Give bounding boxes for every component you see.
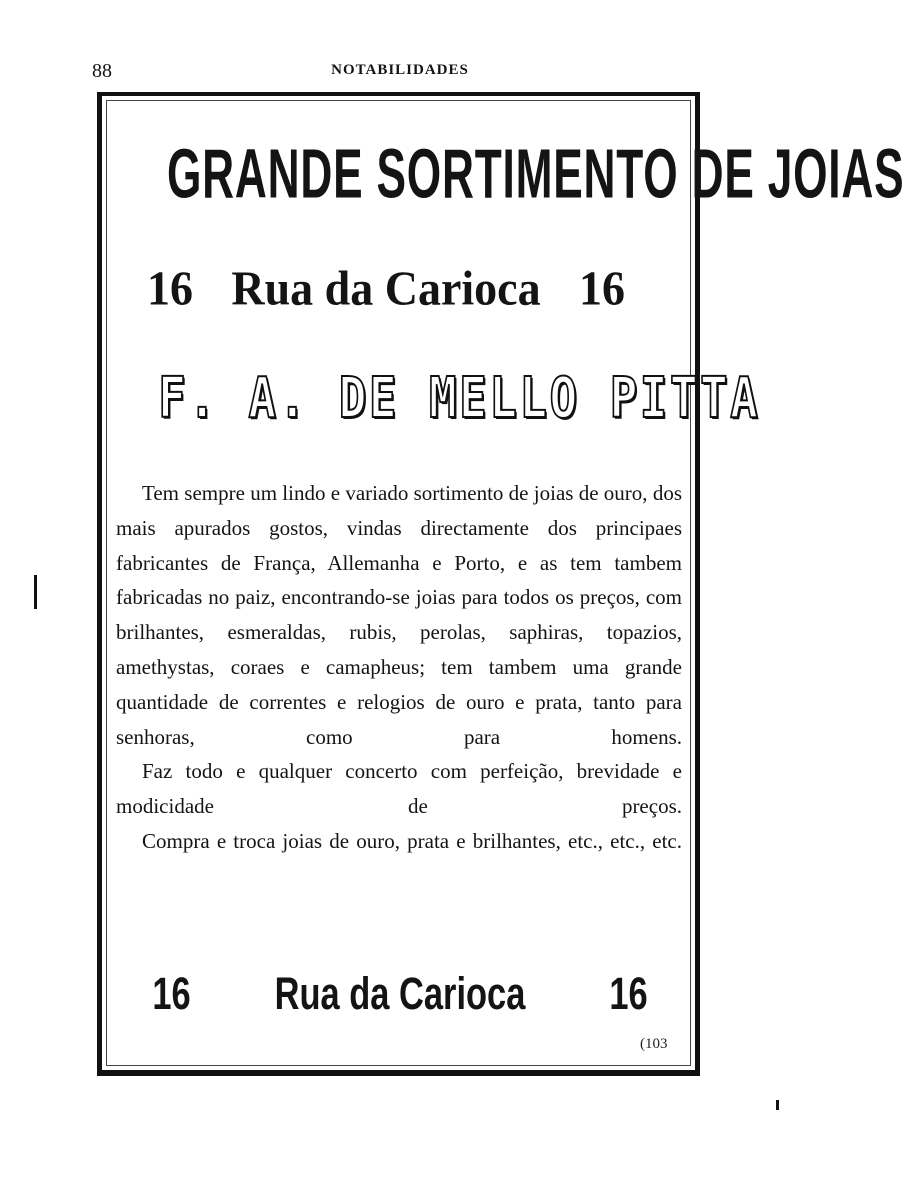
page-header — [0, 58, 800, 88]
body-paragraph: Tem sempre um lindo e variado sortimento de joias de ouro, dos mais apurados gostos, vindas directamente dos principaes fabricantes de França, Allemanha e Porto, e as tem tambem fabricadas no paiz, encontrando-se joias para todos os preços, com brilhantes, esmeraldas, rubis, perolas, saphiras, topazios, amethystas, coraes e camapheus; tem tambem uma grande quantidade de correntes e relogios de ouro e prata, tanto para senhoras, como para homens. — [116, 481, 682, 749]
margin-mark — [34, 575, 37, 609]
page-number: 88 — [92, 60, 112, 82]
street-name: Rua da Carioca — [274, 968, 526, 1019]
street-name: Rua da Carioca — [231, 261, 541, 315]
street-number-right: 16 — [579, 261, 625, 315]
street-number-right: 16 — [609, 968, 648, 1019]
running-title: NOTABILIDADES — [331, 62, 469, 78]
address-top — [105, 260, 695, 334]
address-bottom — [105, 968, 695, 1033]
advertisement-headline: GRANDE SORTIMENTO DE JOIAS — [166, 133, 904, 213]
margin-mark — [776, 1100, 779, 1110]
catalog-number: (103 — [640, 1036, 668, 1052]
body-paragraph: Faz todo e qualquer concerto com perfeição, brevidade e modicidade de preços. — [116, 759, 682, 819]
street-number-left: 16 — [147, 261, 193, 315]
street-number-left: 16 — [152, 968, 191, 1019]
proprietor-name: F. A. DE MELLO PITTA — [158, 366, 761, 431]
advertisement-body — [116, 476, 682, 859]
body-paragraph: Compra e troca joias de ouro, prata e brilhantes, etc., etc., etc. — [142, 828, 682, 853]
